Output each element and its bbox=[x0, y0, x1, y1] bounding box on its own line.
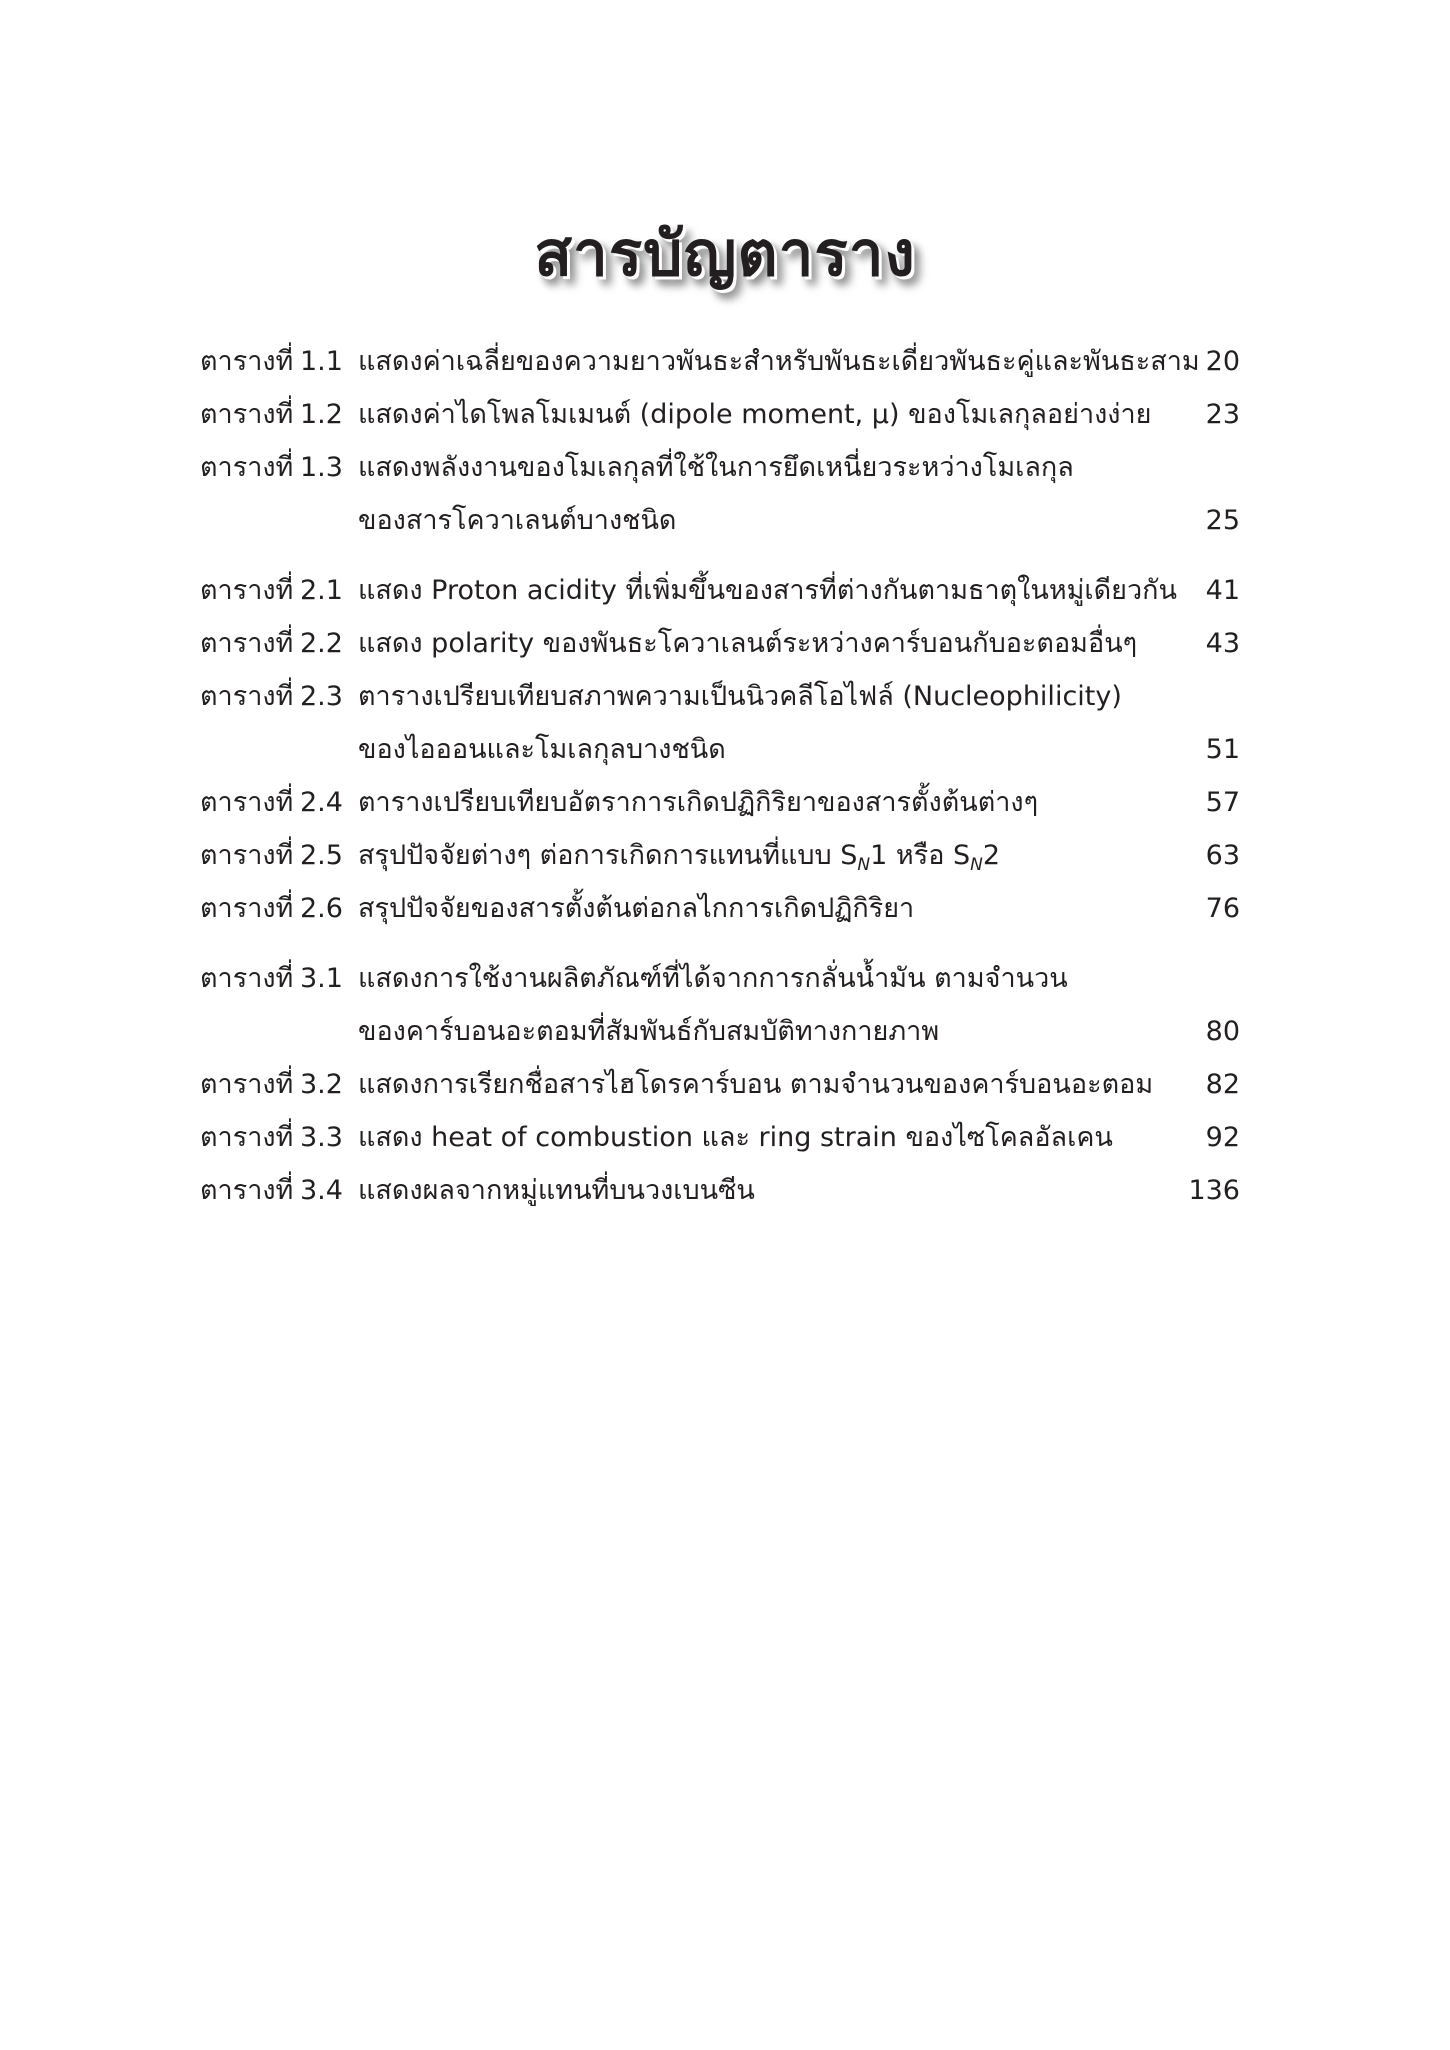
entry-label: ตารางที่ bbox=[200, 1175, 294, 1206]
toc-entry-3-2[interactable] bbox=[200, 1058, 1240, 1111]
entry-label: ตารางที่ bbox=[200, 1122, 294, 1153]
entry-text: สรุปปัจจัยของสารตั้งต้นต่อกลไกการเกิดปฏิกิริยา bbox=[358, 893, 915, 924]
entry-text: แสดง Proton acidity ที่เพิ่มขึ้นของสารที่ต่างกันตามธาตุในหมู่เดียวกัน bbox=[358, 575, 1177, 606]
table-of-contents bbox=[200, 335, 1240, 1217]
entry-text-part: 1 หรือ S bbox=[870, 840, 971, 871]
subscript-n: N bbox=[857, 855, 871, 875]
toc-entry-1-1[interactable] bbox=[200, 335, 1240, 388]
entry-label: ตารางที่ bbox=[200, 681, 294, 712]
toc-entry-3-3[interactable] bbox=[200, 1111, 1240, 1164]
entry-label: ตารางที่ bbox=[200, 893, 294, 924]
entry-page: 51 bbox=[1205, 734, 1240, 765]
entry-page: 80 bbox=[1205, 1016, 1240, 1047]
entry-text: แสดง polarity ของพันธะโควาเลนต์ระหว่างคาร์บอนกับอะตอมอื่นๆ bbox=[358, 628, 1138, 659]
entry-text-continued: ของไอออนและโมเลกุลบางชนิด bbox=[358, 734, 726, 765]
toc-entry-2-4[interactable] bbox=[200, 776, 1240, 829]
entry-number: 1.2 bbox=[300, 399, 343, 430]
entry-page: 57 bbox=[1205, 787, 1240, 818]
toc-entry-3-1[interactable] bbox=[200, 952, 1240, 1058]
entry-number: 3.2 bbox=[300, 1069, 343, 1100]
entry-number: 2.1 bbox=[300, 575, 343, 606]
toc-entry-2-6[interactable] bbox=[200, 882, 1240, 935]
toc-entry-3-4[interactable] bbox=[200, 1164, 1240, 1217]
entry-label: ตารางที่ bbox=[200, 399, 294, 430]
entry-page: 25 bbox=[1205, 505, 1240, 536]
entry-number: 2.2 bbox=[300, 628, 343, 659]
entry-label: ตารางที่ bbox=[200, 1069, 294, 1100]
entry-page: 23 bbox=[1205, 399, 1240, 430]
subscript-n: N bbox=[970, 855, 983, 875]
entry-page: 41 bbox=[1205, 575, 1240, 606]
entry-text-continued: ของสารโควาเลนต์บางชนิด bbox=[358, 505, 677, 536]
entry-text-continued: ของคาร์บอนอะตอมที่สัมพันธ์กับสมบัติทางกายภาพ bbox=[358, 1016, 940, 1047]
entry-text: แสดงการเรียกชื่อสารไฮโดรคาร์บอน ตามจำนวนของคาร์บอนอะตอม bbox=[358, 1069, 1154, 1100]
entry-number: 3.3 bbox=[300, 1122, 343, 1153]
entry-page: 63 bbox=[1205, 840, 1240, 871]
entry-text: แสดงการใช้งานผลิตภัณฑ์ที่ได้จากการกลั่นน้ำมัน ตามจำนวน bbox=[358, 963, 1068, 994]
entry-label: ตารางที่ bbox=[200, 787, 294, 818]
entry-number: 1.1 bbox=[300, 346, 343, 377]
entry-number: 2.4 bbox=[300, 787, 343, 818]
entry-page: 92 bbox=[1205, 1122, 1240, 1153]
entry-number: 2.5 bbox=[300, 840, 343, 871]
entry-text-part: 2 bbox=[982, 840, 1001, 871]
entry-number: 1.3 bbox=[300, 452, 343, 483]
entry-text: ตารางเปรียบเทียบอัตราการเกิดปฏิกิริยาของสารตั้งต้นต่างๆ bbox=[358, 787, 1039, 818]
toc-entry-2-2[interactable] bbox=[200, 617, 1240, 670]
entry-page: 20 bbox=[1205, 346, 1240, 377]
toc-entry-2-1[interactable] bbox=[200, 564, 1240, 617]
entry-text: แสดง heat of combustion และ ring strain ของไซโคลอัลเคน bbox=[358, 1122, 1113, 1153]
entry-page: 82 bbox=[1205, 1069, 1240, 1100]
entry-page: 136 bbox=[1188, 1175, 1240, 1206]
toc-entry-2-3[interactable] bbox=[200, 670, 1240, 776]
entry-page: 43 bbox=[1205, 628, 1240, 659]
entry-label: ตารางที่ bbox=[200, 963, 294, 994]
entry-number: 2.3 bbox=[300, 681, 343, 712]
entry-text: ตารางเปรียบเทียบสภาพความเป็นนิวคลีโอไฟล์ (Nucleophilicity) bbox=[358, 681, 1122, 712]
entry-number: 2.6 bbox=[300, 893, 343, 924]
entry-number: 3.1 bbox=[300, 963, 343, 994]
entry-label: ตารางที่ bbox=[200, 840, 294, 871]
entry-text: แสดงพลังงานของโมเลกุลที่ใช้ในการยึดเหนี่ยวระหว่างโมเลกุล bbox=[358, 452, 1074, 483]
entry-label: ตารางที่ bbox=[200, 575, 294, 606]
entry-label: ตารางที่ bbox=[200, 452, 294, 483]
entry-text-part: สรุปปัจจัยต่างๆ ต่อการเกิดการแทนที่แบบ S bbox=[358, 840, 858, 871]
entry-page: 76 bbox=[1205, 893, 1240, 924]
toc-entry-1-3[interactable] bbox=[200, 441, 1240, 547]
toc-entry-1-2[interactable] bbox=[200, 388, 1240, 441]
entry-label: ตารางที่ bbox=[200, 346, 294, 377]
entry-text: แสดงผลจากหมู่แทนที่บนวงเบนซีน bbox=[358, 1175, 755, 1206]
entry-text: แสดงค่าไดโพลโมเมนต์ (dipole moment, μ) ของโมเลกุลอย่างง่าย bbox=[358, 399, 1152, 430]
entry-text: แสดงค่าเฉลี่ยของความยาวพันธะสำหรับพันธะเดี่ยวพันธะคู่และพันธะสาม bbox=[358, 346, 1200, 377]
entry-number: 3.4 bbox=[300, 1175, 343, 1206]
page-title: สารบัญตาราง bbox=[534, 217, 916, 290]
toc-entry-2-5[interactable] bbox=[200, 829, 1240, 882]
entry-label: ตารางที่ bbox=[200, 628, 294, 659]
